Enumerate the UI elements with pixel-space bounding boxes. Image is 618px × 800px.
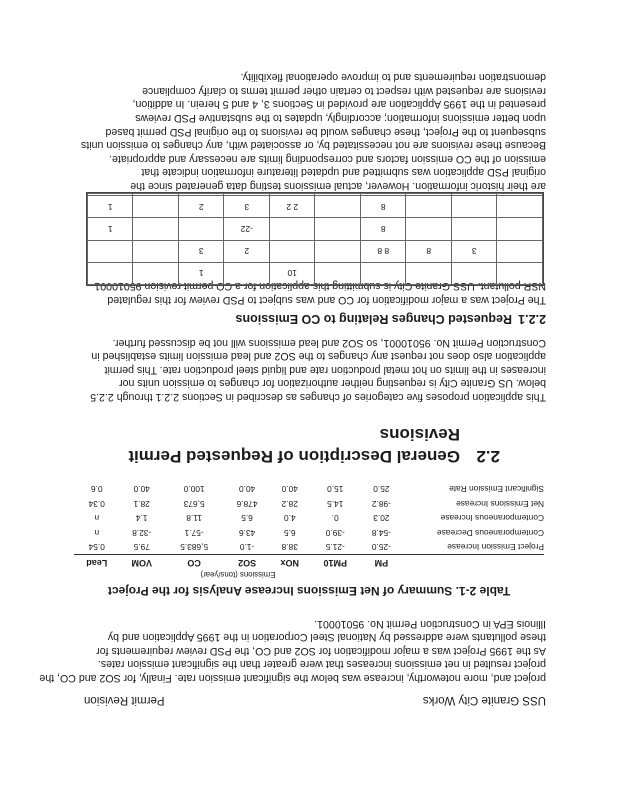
grid-cell bbox=[224, 262, 270, 284]
overlapping-table-grid bbox=[86, 192, 544, 286]
table-row bbox=[88, 196, 543, 218]
section-title-line2: Revisions bbox=[379, 425, 460, 444]
table-cell: 11.8 bbox=[186, 513, 202, 524]
table-cell: 25.0 bbox=[373, 484, 390, 495]
table-cell: 100.0 bbox=[183, 484, 205, 495]
text-line: Construction Permit No. 95010001, so SO2 and lead emissions will not be discussed further. bbox=[112, 336, 546, 349]
column-header: PM10 bbox=[310, 555, 361, 570]
row-label: Significant Emission Rate bbox=[449, 484, 544, 495]
column-header: PM bbox=[361, 555, 402, 570]
grid-cell bbox=[270, 240, 316, 262]
section-number: 2.2 bbox=[476, 447, 500, 466]
table-cell: 0.54 bbox=[88, 542, 105, 553]
text-line: increases in the limits on hot metal production rate and liquid steel production rate. This permit bbox=[104, 363, 546, 376]
grid-cell: 10 bbox=[270, 262, 316, 284]
table-units-label: Emissions (tons/year) bbox=[200, 570, 276, 580]
grid-cell bbox=[179, 194, 225, 196]
text-line: This application proposes five categories of changes as described in Sections 2.2.1 through 2.2.5 bbox=[90, 391, 546, 403]
table-cell: 38.8 bbox=[281, 542, 298, 553]
table-cell: 14.5 bbox=[327, 498, 344, 509]
grid-cell: 3 bbox=[452, 240, 498, 262]
text-line: subsequent to the Project, these changes would be revisions to the original PSD permit based bbox=[105, 125, 546, 138]
row-label: Contemporaneous Increase bbox=[440, 513, 544, 524]
column-header: NOx bbox=[270, 555, 310, 570]
text-line: project and, more noteworthy, increase was below the significant emission rate. Finally, for SO2 and CO, the bbox=[39, 672, 546, 684]
table-cell: 15.0 bbox=[327, 484, 344, 495]
header-document-type: Permit Revision bbox=[84, 694, 165, 706]
table-cell: 478.6 bbox=[236, 498, 258, 509]
column-header: Lead bbox=[74, 555, 120, 570]
row-label: Contemporaneous Decrease bbox=[436, 527, 544, 538]
grid-cell bbox=[315, 218, 361, 240]
table-cell: -39.0 bbox=[325, 527, 345, 538]
grid-cell: 2 2 bbox=[270, 196, 316, 218]
grid-cell: 2 bbox=[224, 240, 270, 262]
grid-cell bbox=[315, 196, 361, 218]
subsection-paragraph-bottom bbox=[76, 70, 546, 192]
grid-cell bbox=[406, 262, 452, 284]
subsection-heading bbox=[236, 312, 546, 326]
text-line: Illinois EPA in Construction Permit No. 95010001. bbox=[314, 617, 546, 630]
grid-cell bbox=[361, 262, 407, 284]
grid-cell bbox=[224, 194, 270, 196]
subsection-title: Requested Changes Relating to CO Emissions bbox=[235, 312, 512, 326]
grid-table bbox=[87, 193, 543, 285]
table-cell: n bbox=[94, 513, 100, 524]
table-cell: 0.6 bbox=[90, 484, 103, 495]
grid-cell bbox=[452, 262, 498, 284]
table-row bbox=[88, 218, 543, 240]
grid-cell: 3 bbox=[179, 240, 225, 262]
grid-cell: 8 bbox=[361, 196, 407, 218]
text-line: upon better emissions information; accordingly, updates to the substantive PSD reviews bbox=[135, 112, 546, 125]
grid-cell bbox=[270, 218, 316, 240]
grid-cell bbox=[133, 196, 179, 218]
table-cell: 6.5 bbox=[283, 527, 296, 538]
text-line: demonstration requirements and to improve operational flexibility. bbox=[240, 71, 546, 84]
table-cell: -25.0 bbox=[371, 542, 391, 553]
grid-cell bbox=[497, 196, 543, 218]
table-row bbox=[88, 240, 543, 262]
column-header: SO2 bbox=[224, 555, 269, 570]
table-cell: -98.2 bbox=[371, 498, 391, 509]
text-line: these pollutants were addressed by National Steel Corporation in the 1995 Application and by bbox=[107, 631, 546, 644]
grid-cell bbox=[406, 218, 452, 240]
row-label: Project Emission Increase bbox=[447, 542, 544, 553]
section-heading bbox=[128, 425, 500, 466]
text-line: NSR pollutant. USS Granite City is submitting this application for a CO permit revision 95010001 bbox=[94, 280, 546, 293]
table-row bbox=[74, 482, 544, 497]
grid-cell bbox=[361, 194, 407, 196]
table-cell: 4.0 bbox=[283, 513, 296, 524]
table-cell: 6.5 bbox=[241, 513, 253, 524]
grid-cell: 8 bbox=[361, 218, 407, 240]
table-cell: -57.1 bbox=[184, 527, 204, 538]
column-header: CO bbox=[164, 555, 224, 570]
text-line: The Project was a major modification for CO and was subject to PSD review for this regulated bbox=[107, 294, 546, 306]
table-row bbox=[88, 194, 543, 196]
grid-cell bbox=[88, 194, 134, 196]
subsection-number: 2.2.1 bbox=[518, 312, 546, 326]
grid-cell bbox=[452, 218, 498, 240]
row-label: Net Emissions Increase bbox=[456, 498, 544, 509]
grid-cell bbox=[452, 196, 498, 218]
grid-cell bbox=[88, 240, 134, 262]
grid-cell bbox=[497, 240, 543, 262]
table-cell: 40.0 bbox=[238, 484, 256, 495]
table-cell: -54.8 bbox=[371, 527, 391, 538]
emissions-summary-table bbox=[74, 482, 544, 580]
grid-cell bbox=[133, 262, 179, 284]
section-paragraph bbox=[76, 335, 546, 403]
table-cell: 40.0 bbox=[281, 484, 298, 495]
grid-cell: 1 bbox=[179, 262, 225, 284]
text-line: original PSD application was submitted and updated literature information indicate that bbox=[141, 166, 546, 179]
table-cell: -32.8 bbox=[132, 527, 152, 538]
text-line: are their historic information. However, actual emissions testing data generated since the bbox=[130, 180, 546, 192]
text-line: application also does not request any changes to the SO2 and lead emission limits established in bbox=[91, 350, 546, 363]
grid-cell bbox=[88, 262, 134, 284]
table-row bbox=[74, 526, 544, 541]
table-cell: 43.6 bbox=[238, 527, 256, 538]
grid-cell bbox=[270, 194, 316, 196]
grid-cell: 2 bbox=[179, 196, 225, 218]
header-facility-name: USS Granite City Works bbox=[422, 694, 546, 706]
table-cell: 28.1 bbox=[133, 498, 150, 509]
table-cell: -21.5 bbox=[325, 542, 345, 553]
table-title: Table 2-1. Summary of Net Emissions Increase Analysis for the Project bbox=[107, 584, 511, 598]
grid-cell: 8 bbox=[406, 240, 452, 262]
grid-cell: 8 8 bbox=[361, 240, 407, 262]
table-cell: 0.34 bbox=[88, 498, 105, 509]
text-line: presented in the 1995 Application are provided in Sections 3, 4 and 5 herein. In addition, bbox=[132, 98, 546, 111]
table-cell: 1.4 bbox=[135, 513, 148, 524]
grid-cell bbox=[406, 196, 452, 218]
table-row bbox=[74, 497, 544, 512]
table-cell: 0. bbox=[331, 513, 339, 524]
section-title-line1: General Description of Requested Permit bbox=[128, 447, 460, 466]
table-cell: -1.0 bbox=[239, 542, 255, 553]
table-row bbox=[74, 540, 544, 555]
column-header: VOM bbox=[120, 555, 164, 570]
grid-cell bbox=[452, 194, 498, 196]
text-line: revisions are requested with respect to certain other permit terms to clarify compliance bbox=[142, 84, 546, 97]
text-line: Because these revisions are not necessitated by, or associated with, any changes to emission units bbox=[80, 139, 546, 152]
grid-cell bbox=[406, 194, 452, 196]
table-cell: 28.2 bbox=[281, 498, 298, 509]
grid-cell: 3 bbox=[224, 196, 270, 218]
text-line: emission of the CO emission factors and corresponding limits are necessary and appropriate. bbox=[109, 152, 546, 165]
table-cell: 40.0 bbox=[133, 484, 150, 495]
grid-cell bbox=[497, 262, 543, 284]
table-cell: 5,683.5 bbox=[180, 542, 209, 553]
table-cell: n bbox=[94, 527, 100, 538]
grid-cell: 1 bbox=[88, 218, 134, 240]
intro-paragraph bbox=[39, 616, 546, 684]
text-line: below. US Granite City is requesting neither authorization for changes to emission units nor bbox=[119, 377, 546, 390]
table-cell: 20.3 bbox=[373, 513, 390, 524]
table-cell: 79.5 bbox=[133, 542, 150, 553]
grid-cell bbox=[133, 194, 179, 196]
grid-cell: 1 bbox=[88, 196, 134, 218]
grid-cell bbox=[315, 240, 361, 262]
grid-cell bbox=[133, 218, 179, 240]
grid-cell bbox=[497, 218, 543, 240]
table-row bbox=[74, 511, 544, 526]
grid-cell bbox=[315, 194, 361, 196]
table-row bbox=[88, 262, 543, 284]
text-line: project resulted in net emissions increases that were greater than the significant emission rates. bbox=[97, 658, 546, 671]
grid-cell bbox=[315, 262, 361, 284]
grid-cell bbox=[497, 194, 543, 196]
text-line: As the 1995 Project was a major modification for SO2 and CO, the PSD review requirements for bbox=[96, 644, 546, 657]
grid-cell: -22 bbox=[224, 218, 270, 240]
grid-cell bbox=[179, 218, 225, 240]
grid-cell bbox=[133, 240, 179, 262]
table-cell: 5,673 bbox=[183, 498, 205, 509]
